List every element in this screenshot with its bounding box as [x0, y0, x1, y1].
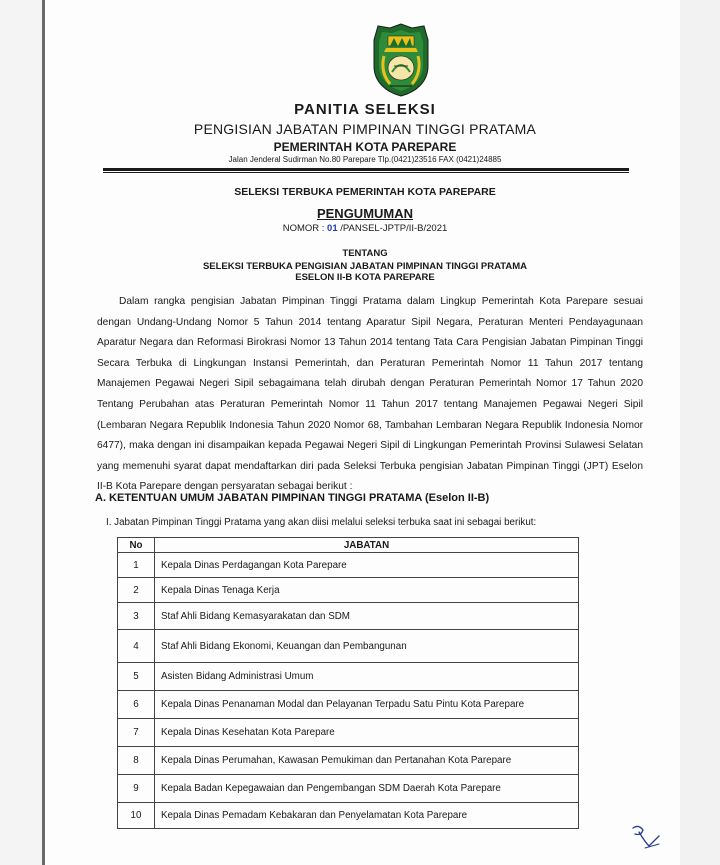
table-row — [118, 603, 579, 630]
letterhead-rule-thin — [103, 172, 629, 173]
viewer-right-margin — [680, 0, 720, 865]
org-title: PANITIA SELEKSI — [294, 101, 436, 118]
tentang-label: TENTANG — [342, 248, 388, 259]
row-number: 8 — [118, 747, 155, 775]
row-number: 1 — [118, 553, 155, 578]
section-a-title: A. KETENTUAN UMUM JABATAN PIMPINAN TINGGI PRATAMA (Eselon II-B) — [95, 492, 490, 504]
subject-line-1: SELEKSI TERBUKA PENGISIAN JABATAN PIMPINAN TINGGI PRATAMA — [202, 261, 528, 272]
letterhead-address: Jalan Jenderal Sudirman No.80 Parepare Tlp.(0421)23516 FAX (0421)24885 — [228, 155, 502, 164]
row-jabatan: Kepala Dinas Pemadam Kebakaran dan Penyelamatan Kota Parepare — [155, 803, 579, 829]
row-jabatan: Asisten Bidang Administrasi Umum — [155, 663, 579, 691]
table-row — [118, 663, 579, 691]
number-suffix: /PANSEL-JPTP/II-B/2021 — [337, 223, 448, 234]
row-jabatan: Kepala Dinas Penanaman Modal dan Pelayanan Terpadu Satu Pintu Kota Parepare — [155, 691, 579, 719]
subject-line-2: ESELON II-B KOTA PAREPARE — [295, 272, 435, 283]
positions-table — [117, 537, 579, 829]
table-row — [118, 775, 579, 803]
table-row — [118, 803, 579, 829]
table-row — [118, 553, 579, 578]
body-paragraph: Dalam rangka pengisian Jabatan Pimpinan Tinggi Pratama dalam Lingkup Pemerintah Kota Parepare sesuai dengan Undang-Undang Nomor 5 Tahun 2014 tentang Aparatur Sipil Negara, Peraturan Menteri Pendayagunaan Aparatur Negara dan Reformasi Birokrasi Nomor 13 Tahun 2014 tentang Tata Cara Pengisian Jabatan Pimpinan Tinggi Secara Terbuka di Lingkungan Instansi Pemerintah, dan Peraturan Pemerintah Nomor 11 Tahun 2017 tentang Manajemen Pegawai Negeri Sipil sebagaimana telah dirubah dengan Peraturan Pemerintah Nomor 17 Tahun 2020 Tentang Perubahan atas Peraturan Pemerintah Nomor 11 Tahun 2017 tentang Manajemen Pegawai Negeri Sipil (Lembaran Negara Republik Indonesia Tahun 2020 Nomor 68, Tambahan Lembaran Negara Republik Indonesia Nomor 6477), maka dengan ini disampaikan kepada Pegawai Negeri Sipil di Lingkungan Pemerintah Provinsi Sulawesi Selatan yang memenuhi syarat dapat mendaftarkan diri pada Seleksi Terbuka pengisian Jabatan Pimpinan Tinggi (JPT) Eselon II-B Kota Parepare dengan persyaratan sebagai berikut : — [97, 296, 643, 493]
viewer-left-margin — [0, 0, 42, 865]
announcement-heading: PENGUMUMAN — [316, 206, 414, 221]
row-jabatan: Staf Ahli Bidang Kemasyarakatan dan SDM — [155, 603, 579, 630]
row-number: 2 — [118, 578, 155, 603]
number-prefix: NOMOR : — [282, 223, 328, 234]
row-number: 6 — [118, 691, 155, 719]
row-jabatan: Staf Ahli Bidang Ekonomi, Keuangan dan Pembangunan — [155, 630, 579, 663]
table-row — [118, 578, 579, 603]
row-number: 5 — [118, 663, 155, 691]
row-jabatan: Kepala Dinas Perdagangan Kota Parepare — [155, 553, 579, 578]
paraf-initial-icon — [625, 822, 665, 852]
table-header-row — [118, 538, 579, 553]
number-value: 01 — [327, 223, 338, 234]
col-jabatan-header: JABATAN — [155, 538, 579, 553]
row-number: 9 — [118, 775, 155, 803]
announcement-number — [85, 223, 645, 234]
government-name: PEMERINTAH KOTA PAREPARE — [273, 140, 457, 154]
row-jabatan: Kepala Dinas Kesehatan Kota Parepare — [155, 719, 579, 747]
table-row — [118, 691, 579, 719]
selection-title: SELEKSI TERBUKA PEMERINTAH KOTA PAREPARE — [234, 186, 496, 198]
row-number: 10 — [118, 803, 155, 829]
document-page — [45, 0, 680, 865]
parepare-emblem-icon — [370, 22, 432, 98]
table-row — [118, 630, 579, 663]
row-number: 7 — [118, 719, 155, 747]
row-jabatan: Kepala Dinas Perumahan, Kawasan Pemukiman dan Pertanahan Kota Parepare — [155, 747, 579, 775]
table-row — [118, 747, 579, 775]
row-number: 3 — [118, 603, 155, 630]
row-jabatan: Kepala Badan Kepegawaian dan Pengembangan SDM Daerah Kota Parepare — [155, 775, 579, 803]
org-subtitle: PENGISIAN JABATAN PIMPINAN TINGGI PRATAMA — [193, 121, 537, 137]
section-a-item-1: I. Jabatan Pimpinan Tinggi Pratama yang akan diisi melalui seleksi terbuka saat ini sebagai berikut: — [106, 517, 537, 528]
col-no-header: No — [118, 538, 155, 553]
row-number: 4 — [118, 630, 155, 663]
table-row — [118, 719, 579, 747]
row-jabatan: Kepala Dinas Tenaga Kerja — [155, 578, 579, 603]
letterhead-rule-thick — [103, 168, 629, 171]
